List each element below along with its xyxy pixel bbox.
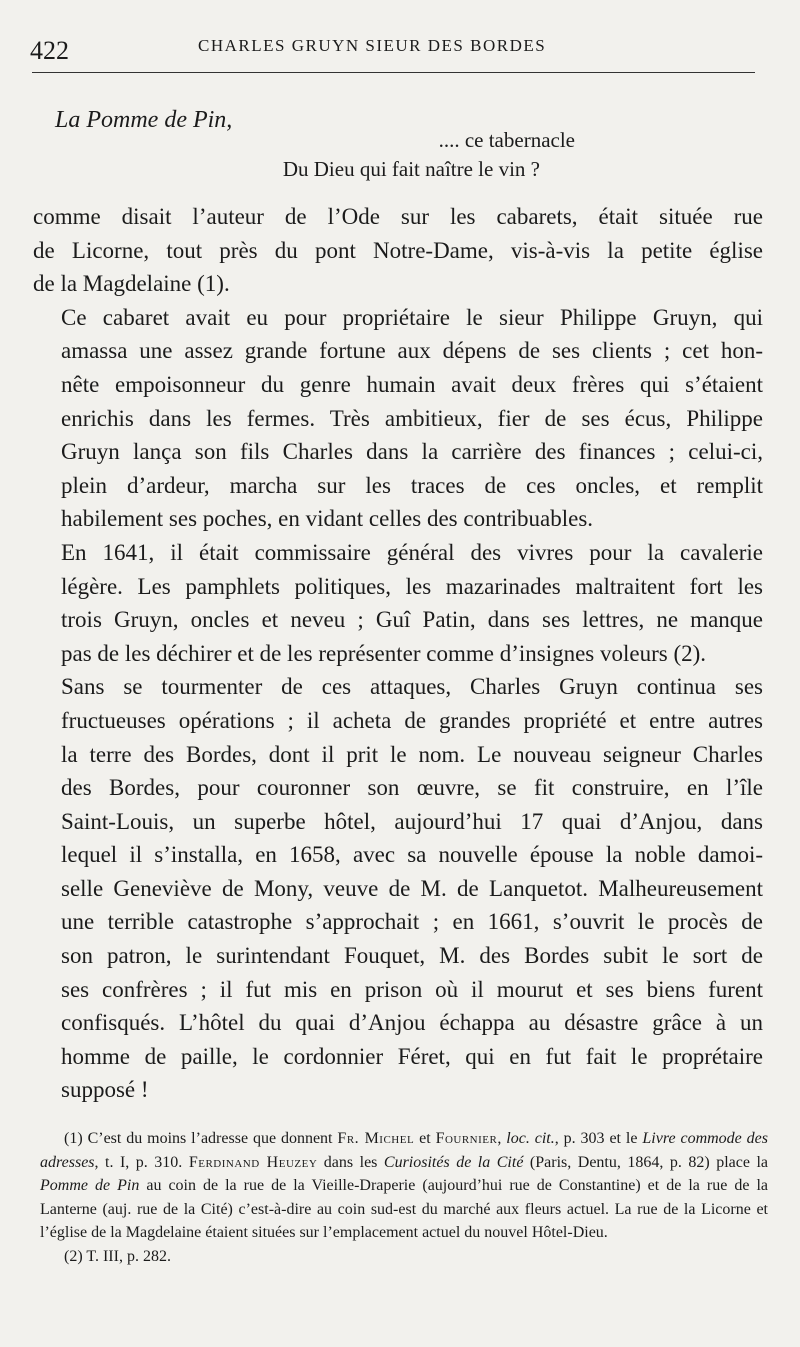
text-line: ses confrères ; il fut mis en prison où il mourut et ses biens furent: [61, 976, 763, 1002]
text-line: Saint-Louis, un superbe hôtel, aujourd’hui 17 quai d’Anjou, dans: [61, 808, 763, 834]
book-title: Livre commode des adresses: [40, 1130, 769, 1171]
text-line: de Licorne, tout près du pont Notre-Dame, vis-à-vis la petite église: [33, 237, 763, 263]
text-line: En 1641, il était commissaire général des vivres pour la cavalerie: [61, 539, 763, 565]
text-line: amassa une assez grande fortune aux dépens de ses clients ; cet hon-: [61, 338, 763, 364]
citation-italic: loc. cit.: [506, 1130, 555, 1147]
text-line: confisqués. L’hôtel du quai d’Anjou échappa au désastre grâce à un: [61, 1010, 763, 1036]
footnote-1: [40, 1127, 768, 1245]
footnote-text: ,: [497, 1130, 507, 1147]
footnote-text: dans les: [317, 1153, 384, 1171]
author-name: Fr. Michel: [337, 1130, 415, 1147]
footnote-2: (2) T. III, p. 282.: [64, 1247, 171, 1265]
text-line: plein d’ardeur, marcha sur les traces de ces oncles, et remplit: [61, 472, 763, 498]
place-name-italic: Pomme de Pin: [40, 1177, 140, 1194]
text-line: son patron, le surintendant Fouquet, M. des Bordes subit le sort de: [61, 943, 763, 969]
paragraph-2: [33, 301, 763, 536]
text-line: lequel il s’installa, en 1658, avec sa nouvelle épouse la noble damoi-: [61, 842, 763, 868]
text-line: une terrible catastrophe s’approchait ; en 1661, s’ouvrit le procès de: [61, 909, 763, 935]
author-name: Ferdinand Heuzey: [188, 1153, 318, 1171]
paragraph-1: [33, 200, 763, 301]
footnote-text: , t. I, p. 310.: [94, 1153, 189, 1171]
body-text: [33, 200, 763, 1107]
text-line: des Bordes, pour couronner son œuvre, se fit construire, en l’île: [61, 775, 763, 801]
header-rule: [32, 72, 755, 73]
book-title: Curiosités de la Cité: [383, 1153, 524, 1171]
footnote-text: au coin de la rue de la Vieille-Draperie (aujourd’hui rue de Constantine) et de la rue de la Lanterne (auj. rue de la Cité) c’est-à-dire au coin sud-est du marché aux fleurs actuel. La rue de la Licorne et l’église de la Magdelaine étaient situées sur l’emplacement actuel du nouvel Hôtel-Dieu.: [40, 1177, 768, 1241]
footnote-text: (1) C’est du moins l’adresse que donnent: [64, 1130, 338, 1147]
epigraph: [55, 107, 735, 182]
paragraph-3: [33, 536, 763, 670]
text-line: trois Gruyn, oncles et neveu ; Guî Patin, dans ses lettres, ne manque: [61, 607, 763, 633]
footnote-text: , p. 303 et le: [554, 1130, 643, 1147]
text-line: fructueuses opérations ; il acheta de grandes propriété et entre autres: [61, 707, 763, 733]
footnote-text: (Paris, Dentu, 1864, p. 82) place la: [523, 1153, 769, 1171]
paragraph-4: [33, 670, 763, 1107]
text-line: supposé !: [61, 1077, 149, 1103]
footnote-text: et: [414, 1130, 436, 1147]
text-line: comme disait l’auteur de l’Ode sur les cabarets, était située rue: [33, 204, 763, 229]
page-number: 422: [30, 36, 69, 65]
page-header: [30, 28, 755, 74]
text-line: habilement ses poches, en vidant celles des contribuables.: [61, 506, 594, 532]
text-line: enrichis dans les fermes. Très ambitieux, fier de ses écus, Philippe: [61, 405, 763, 431]
text-line: de la Magdelaine (1).: [33, 271, 230, 297]
epigraph-line-1: La Pomme de Pin,: [55, 107, 233, 133]
text-line: légère. Les pamphlets politiques, les mazarinades maltraitent fort les: [61, 573, 763, 599]
epigraph-line-3: Du Dieu qui fait naître le vin ?: [282, 157, 540, 181]
text-line: homme de paille, le cordonnier Féret, qui en fut fait le proprétaire: [61, 1043, 763, 1069]
text-line: Gruyn lança son fils Charles dans la carrière des finances ; celui-ci,: [61, 439, 763, 465]
author-name: Fournier: [435, 1130, 498, 1147]
text-line: Sans se tourmenter de ces attaques, Charles Gruyn continua ses: [61, 674, 763, 700]
epigraph-line-2: .... ce tabernacle: [438, 128, 575, 152]
footnotes: [40, 1127, 768, 1268]
text-line: nête empoisonneur du genre humain avait deux frères qui s’étaient: [61, 371, 763, 397]
text-line: pas de les déchirer et de les représenter comme d’insignes voleurs (2).: [61, 640, 707, 666]
running-title: CHARLES GRUYN SIEUR DES BORDES: [198, 36, 547, 55]
text-line: la terre des Bordes, dont il prit le nom. Le nouveau seigneur Charles: [61, 741, 763, 767]
text-line: selle Geneviève de Mony, veuve de M. de Lanquetot. Malheureusement: [61, 875, 763, 901]
text-line: Ce cabaret avait eu pour propriétaire le sieur Philippe Gruyn, qui: [61, 304, 763, 330]
